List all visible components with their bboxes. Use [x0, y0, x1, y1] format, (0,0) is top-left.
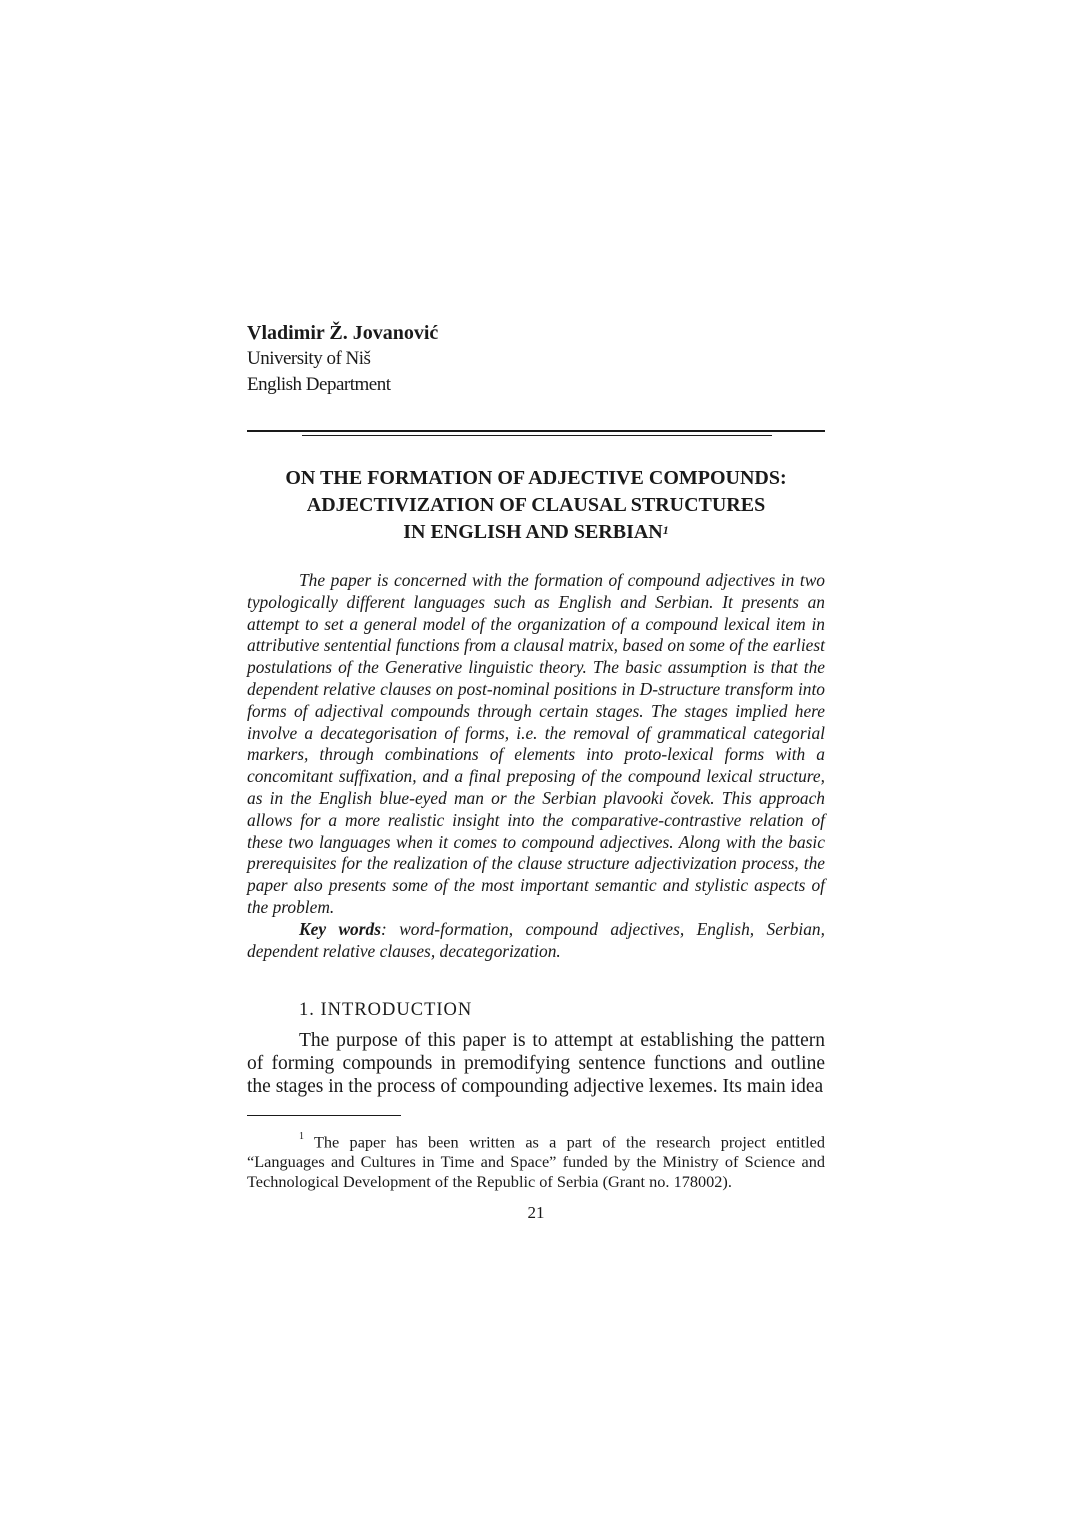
- footnote: [247, 1129, 825, 1192]
- paper-title: [247, 465, 825, 546]
- title-line-3: [247, 519, 825, 546]
- footnote-marker: 1: [299, 1131, 304, 1142]
- author-name: Vladimir Ž. Jovanović: [247, 322, 439, 344]
- footnote-paragraph: [247, 1129, 825, 1192]
- header-rule-thick: [247, 430, 825, 432]
- keywords-text: : word-formation, compound adjectives, English, Serbian, dependent relative clauses, decategorization.: [247, 918, 825, 961]
- affiliation-university: University of Niš: [247, 348, 371, 369]
- abstract-text: The paper is concerned with the formation of compound adjectives in two typologically different languages such as English and Serbian. It presents an attempt to set a general model of the organization of a compound lexical item in attributive sentential functions from a clausal matrix, based on some of the earliest postulations of the Generative linguistic theory. The basic assumption is that the dependent relative clauses on post-nominal positions in D-structure transform into forms of adjectival compounds through certain stages. The stages implied here involve a decategorisation of forms, i.e. the removal of grammatical categorial markers, through combinations of elements into proto-lexical forms with a concomitant suffixation, and a final preposing of the compound lexical structure, as in the English blue-eyed man or the Serbian plavooki čovek. This approach allows for a more realistic insight into the comparative-contrastive relation of these two languages when it comes to compound adjectives. Along with the basic prerequisites for the realization of the clause structure adjectivization process, the paper also presents some of the most important semantic and stylistic aspects of the problem.: [247, 570, 825, 917]
- keywords-label: Key words: [299, 918, 381, 939]
- page-number: 21: [527, 1203, 545, 1222]
- author-block: [247, 320, 827, 398]
- abstract: [247, 570, 825, 962]
- title-line-2: ADJECTIVIZATION OF CLAUSAL STRUCTURES: [306, 494, 766, 516]
- header-rule-thin: [302, 435, 772, 436]
- section-heading-introduction: 1. INTRODUCTION: [299, 1000, 473, 1020]
- affiliation-department: English Department: [247, 374, 391, 395]
- footnote-rule: [247, 1115, 401, 1116]
- title-line-1: ON THE FORMATION OF ADJECTIVE COMPOUNDS:: [285, 467, 787, 489]
- introduction-paragraph: The purpose of this paper is to attempt at establishing the pattern of forming compounds in premodifying sentence functions and outline the stages in the process of compounding adjective lexemes. Its main idea: [247, 1030, 825, 1097]
- introduction-body: [247, 1029, 825, 1098]
- footnote-text: The paper has been written as a part of the research project entitled “Languages and Cultures in Time and Space” funded by the Ministry of Science and Technological Development of the Republic of Serbia (Grant no. 178002).: [247, 1132, 825, 1192]
- title-line-3-text: IN ENGLISH AND SERBIAN: [403, 521, 663, 543]
- keywords: [247, 919, 825, 963]
- title-footnote-marker[interactable]: 1: [662, 523, 669, 537]
